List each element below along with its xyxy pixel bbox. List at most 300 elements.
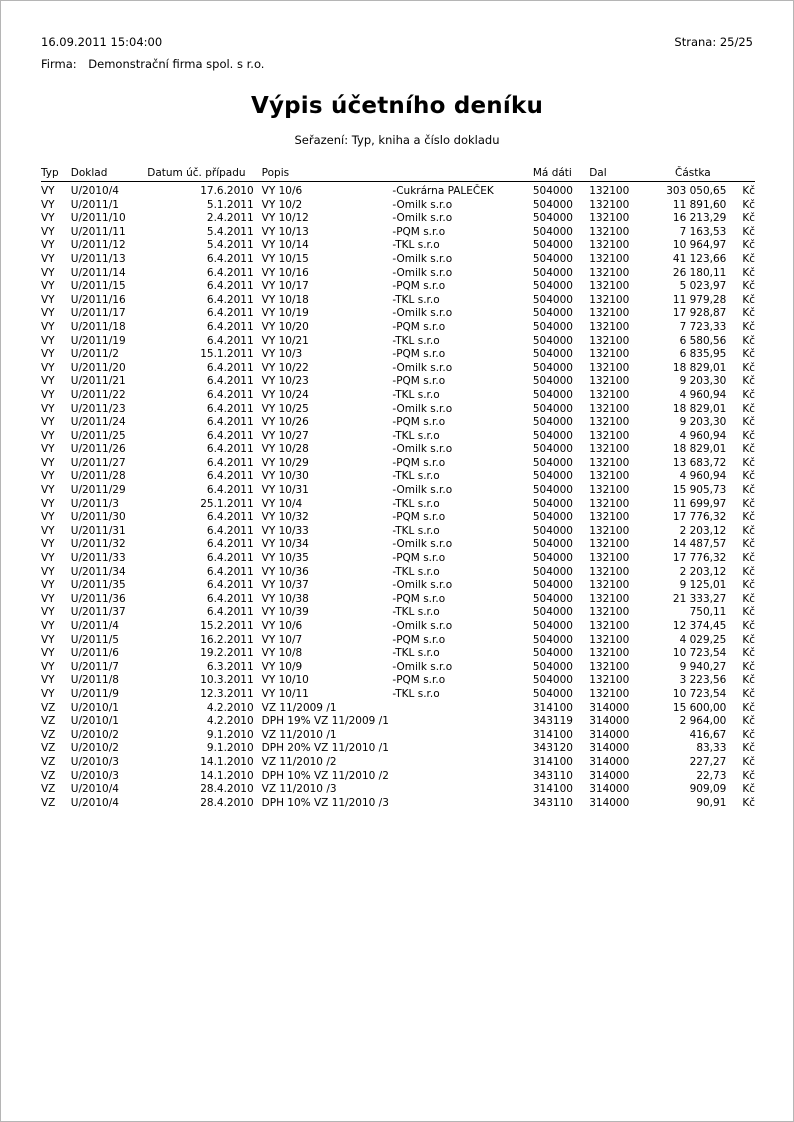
cell-popis: VY 10/27 [261, 429, 309, 442]
column-header-dal: Dal [589, 167, 653, 182]
cell-typ: VY [41, 456, 55, 469]
cell-popis: VY 10/13 [261, 225, 309, 238]
cell-ma-dati: 504000 [532, 225, 573, 238]
cell-doklad: U/2011/6 [70, 647, 119, 660]
cell-castka: 7 163,53 [679, 225, 727, 238]
cell-ma-dati: 504000 [532, 266, 573, 279]
cell-doklad: U/2010/2 [70, 742, 119, 755]
cell-castka: 750,11 [689, 606, 727, 619]
cell-currency: Kč [742, 307, 755, 320]
cell-typ: VY [41, 293, 55, 306]
cell-castka: 22,73 [696, 769, 727, 782]
cell-castka: 10 964,97 [672, 239, 727, 252]
cell-datum: 15.2.2011 [200, 620, 254, 632]
cell-ma-dati: 504000 [532, 185, 573, 197]
cell-dal: 314000 [589, 728, 630, 741]
cell-popis-2: -TKL s.r.o [392, 470, 440, 483]
cell-ma-dati: 343110 [532, 769, 573, 782]
table-row [41, 321, 755, 335]
cell-doklad: U/2011/25 [70, 429, 126, 442]
cell-ma-dati: 504000 [532, 252, 573, 265]
cell-dal: 132100 [589, 552, 630, 565]
cell-popis-2 [392, 715, 532, 729]
cell-typ: VY [41, 280, 55, 293]
cell-datum: 6.4.2011 [206, 565, 254, 578]
cell-popis-2: -TKL s.r.o [392, 497, 440, 510]
print-datetime: 16.09.2011 15:04:00 [41, 35, 163, 49]
cell-currency: Kč [742, 701, 755, 714]
cell-datum: 6.4.2011 [206, 456, 254, 469]
cell-castka: 909,09 [689, 783, 727, 796]
cell-popis: DPH 10% VZ 11/2010 /3 [261, 796, 389, 809]
cell-ma-dati: 504000 [532, 565, 573, 578]
cell-doklad: U/2011/33 [70, 552, 126, 565]
cell-castka: 18 829,01 [672, 443, 727, 456]
cell-popis: VY 10/35 [261, 552, 309, 565]
cell-popis-2: -TKL s.r.o [392, 565, 440, 578]
cell-popis: VY 10/36 [261, 565, 309, 578]
table-row [41, 498, 755, 512]
table-row [41, 470, 755, 484]
cell-currency: Kč [742, 687, 755, 700]
cell-popis: VY 10/29 [261, 456, 309, 469]
cell-doklad: U/2010/1 [70, 715, 119, 728]
cell-popis: VZ 11/2010 /3 [261, 783, 337, 796]
cell-castka: 90,91 [696, 796, 727, 809]
cell-popis: VY 10/31 [261, 484, 309, 497]
table-row [41, 294, 755, 308]
table-row [41, 416, 755, 430]
cell-datum: 28.4.2010 [200, 783, 254, 796]
cell-datum: 15.1.2011 [200, 348, 254, 361]
cell-castka: 4 960,94 [679, 388, 727, 401]
table-row [41, 212, 755, 226]
table-row [41, 457, 755, 471]
cell-ma-dati: 504000 [532, 484, 573, 497]
cell-datum: 6.4.2011 [206, 293, 254, 306]
cell-dal: 314000 [589, 783, 630, 796]
cell-popis-2: -TKL s.r.o [392, 687, 440, 700]
cell-popis: VY 10/28 [261, 443, 309, 456]
cell-doklad: U/2011/23 [70, 402, 126, 415]
cell-datum: 6.4.2011 [206, 443, 254, 456]
cell-doklad: U/2011/13 [70, 252, 126, 265]
cell-currency: Kč [742, 185, 755, 197]
cell-currency: Kč [742, 375, 755, 388]
cell-popis: VY 10/37 [261, 579, 309, 592]
cell-doklad: U/2011/11 [70, 225, 126, 238]
table-row [41, 552, 755, 566]
table-row [41, 647, 755, 661]
cell-currency: Kč [742, 293, 755, 306]
cell-ma-dati: 504000 [532, 416, 573, 429]
cell-datum: 6.4.2011 [206, 388, 254, 401]
cell-castka: 18 829,01 [672, 361, 727, 374]
column-header-datum: Datum úč. případu [147, 167, 261, 182]
cell-castka: 18 829,01 [672, 402, 727, 415]
table-row [41, 280, 755, 294]
cell-currency: Kč [742, 443, 755, 456]
cell-popis: VY 10/22 [261, 361, 309, 374]
cell-ma-dati: 504000 [532, 687, 573, 700]
column-header-typ: Typ [41, 167, 71, 182]
cell-popis-2: -Omilk s.r.o [392, 620, 453, 632]
cell-popis: DPH 19% VZ 11/2009 /1 [261, 715, 389, 728]
cell-doklad: U/2011/22 [70, 388, 126, 401]
cell-popis: VY 10/32 [261, 511, 309, 524]
cell-doklad: U/2011/1 [70, 198, 119, 211]
table-row [41, 702, 755, 716]
cell-castka: 10 723,54 [672, 647, 727, 660]
table-row [41, 661, 755, 675]
table-row [41, 579, 755, 593]
cell-typ: VY [41, 565, 55, 578]
cell-currency: Kč [742, 456, 755, 469]
cell-castka: 12 374,45 [672, 620, 727, 632]
cell-popis-2: -Omilk s.r.o [392, 579, 453, 592]
cell-doklad: U/2010/3 [70, 769, 119, 782]
cell-typ: VY [41, 674, 55, 687]
cell-ma-dati: 504000 [532, 280, 573, 293]
cell-datum: 17.6.2010 [200, 185, 254, 197]
cell-popis-2: -PQM s.r.o [392, 348, 446, 361]
cell-popis-2: -TKL s.r.o [392, 239, 440, 252]
cell-currency: Kč [742, 402, 755, 415]
cell-castka: 4 029,25 [679, 633, 727, 646]
cell-castka: 14 487,57 [672, 538, 727, 551]
cell-typ: VY [41, 606, 55, 619]
cell-typ: VZ [41, 701, 56, 714]
cell-doklad: U/2011/30 [70, 511, 126, 524]
cell-ma-dati: 343119 [532, 715, 573, 728]
cell-popis-2 [392, 702, 532, 716]
cell-datum: 6.4.2011 [206, 402, 254, 415]
cell-datum: 6.4.2011 [206, 470, 254, 483]
cell-datum: 9.1.2010 [206, 728, 254, 741]
cell-popis-2: -Omilk s.r.o [392, 266, 453, 279]
cell-datum: 2.4.2011 [206, 212, 254, 225]
cell-popis: VY 10/12 [261, 212, 309, 225]
cell-dal: 132100 [589, 579, 630, 592]
cell-datum: 25.1.2011 [200, 497, 254, 510]
cell-popis-2: -Cukrárna PALEČEK [392, 185, 494, 197]
table-body [41, 182, 755, 811]
cell-popis-2: -Omilk s.r.o [392, 361, 453, 374]
cell-castka: 15 905,73 [672, 484, 727, 497]
cell-popis: VY 10/20 [261, 320, 309, 333]
cell-dal: 314000 [589, 769, 630, 782]
cell-currency: Kč [742, 225, 755, 238]
cell-typ: VY [41, 388, 55, 401]
cell-castka: 17 776,32 [672, 552, 727, 565]
cell-popis-2: -TKL s.r.o [392, 429, 440, 442]
cell-popis-2: -Omilk s.r.o [392, 212, 453, 225]
cell-typ: VY [41, 185, 55, 197]
cell-castka: 6 835,95 [679, 348, 727, 361]
cell-typ: VY [41, 620, 55, 632]
cell-popis-2: -PQM s.r.o [392, 225, 446, 238]
table-row [41, 253, 755, 267]
cell-popis-2 [392, 756, 532, 770]
cell-popis: VY 10/6 [261, 185, 303, 197]
cell-currency: Kč [742, 266, 755, 279]
cell-popis-2: -Omilk s.r.o [392, 660, 453, 673]
cell-typ: VY [41, 239, 55, 252]
cell-castka: 17 928,87 [672, 307, 727, 320]
cell-doklad: U/2010/1 [70, 701, 119, 714]
cell-currency: Kč [742, 728, 755, 741]
cell-ma-dati: 504000 [532, 402, 573, 415]
table-head [41, 167, 755, 182]
cell-doklad: U/2011/28 [70, 470, 126, 483]
cell-doklad: U/2011/34 [70, 565, 126, 578]
cell-typ: VY [41, 429, 55, 442]
cell-castka: 83,33 [696, 742, 727, 755]
cell-currency: Kč [742, 334, 755, 347]
cell-ma-dati: 504000 [532, 579, 573, 592]
cell-dal: 132100 [589, 252, 630, 265]
cell-ma-dati: 504000 [532, 606, 573, 619]
cell-datum: 6.4.2011 [206, 524, 254, 537]
cell-doklad: U/2011/8 [70, 674, 119, 687]
cell-castka: 9 125,01 [679, 579, 727, 592]
cell-dal: 132100 [589, 606, 630, 619]
cell-popis-2: -Omilk s.r.o [392, 402, 453, 415]
cell-doklad: U/2010/4 [70, 783, 119, 796]
firm-name: Demonstrační firma spol. s r.o. [88, 57, 265, 71]
cell-dal: 132100 [589, 647, 630, 660]
cell-currency: Kč [742, 484, 755, 497]
cell-castka: 6 580,56 [679, 334, 727, 347]
cell-castka: 2 203,12 [679, 524, 727, 537]
cell-typ: VY [41, 416, 55, 429]
cell-ma-dati: 314100 [532, 728, 573, 741]
cell-typ: VY [41, 212, 55, 225]
cell-typ: VZ [41, 769, 56, 782]
cell-datum: 6.4.2011 [206, 606, 254, 619]
table-row [41, 688, 755, 702]
cell-dal: 132100 [589, 416, 630, 429]
cell-typ: VY [41, 266, 55, 279]
cell-currency: Kč [742, 742, 755, 755]
cell-currency: Kč [742, 755, 755, 768]
column-header-ma-dati: Má dáti [533, 167, 589, 182]
cell-doklad: U/2011/36 [70, 592, 126, 605]
table-row [41, 593, 755, 607]
cell-typ: VY [41, 511, 55, 524]
cell-popis: VY 10/14 [261, 239, 309, 252]
cell-castka: 2 203,12 [679, 565, 727, 578]
cell-ma-dati: 504000 [532, 361, 573, 374]
cell-popis: VY 10/2 [261, 198, 303, 211]
page-number: Strana: 25/25 [674, 35, 753, 49]
table-row [41, 797, 755, 811]
cell-ma-dati: 504000 [532, 592, 573, 605]
cell-doklad: U/2011/24 [70, 416, 126, 429]
cell-doklad: U/2011/20 [70, 361, 126, 374]
cell-castka: 9 203,30 [679, 375, 727, 388]
page-title: Výpis účetního deníku [250, 93, 544, 119]
cell-ma-dati: 314100 [532, 783, 573, 796]
cell-doklad: U/2011/12 [70, 239, 126, 252]
cell-castka: 4 960,94 [679, 429, 727, 442]
cell-datum: 6.4.2011 [206, 511, 254, 524]
cell-doklad: U/2010/4 [70, 185, 119, 197]
cell-dal: 132100 [589, 565, 630, 578]
cell-popis: DPH 20% VZ 11/2010 /1 [261, 742, 389, 755]
table-row [41, 715, 755, 729]
cell-dal: 132100 [589, 293, 630, 306]
cell-ma-dati: 504000 [532, 239, 573, 252]
cell-typ: VY [41, 687, 55, 700]
cell-datum: 6.4.2011 [206, 579, 254, 592]
cell-doklad: U/2011/15 [70, 280, 126, 293]
cell-currency: Kč [742, 579, 755, 592]
cell-popis: VY 10/19 [261, 307, 309, 320]
cell-popis-2: -TKL s.r.o [392, 334, 440, 347]
cell-typ: VY [41, 579, 55, 592]
cell-datum: 16.2.2011 [200, 633, 254, 646]
cell-dal: 132100 [589, 388, 630, 401]
cell-castka: 11 699,97 [672, 497, 727, 510]
cell-ma-dati: 504000 [532, 320, 573, 333]
cell-popis: VY 10/24 [261, 388, 309, 401]
cell-popis: VY 10/4 [261, 497, 303, 510]
cell-ma-dati: 314100 [532, 755, 573, 768]
cell-datum: 28.4.2010 [200, 796, 254, 809]
cell-popis: VY 10/6 [261, 620, 303, 632]
cell-ma-dati: 504000 [532, 198, 573, 211]
cell-popis-2: -Omilk s.r.o [392, 307, 453, 320]
cell-doklad: U/2011/29 [70, 484, 126, 497]
cell-dal: 132100 [589, 484, 630, 497]
cell-dal: 132100 [589, 592, 630, 605]
cell-dal: 314000 [589, 742, 630, 755]
cell-dal: 132100 [589, 402, 630, 415]
cell-ma-dati: 504000 [532, 443, 573, 456]
cell-typ: VZ [41, 796, 56, 809]
cell-currency: Kč [742, 320, 755, 333]
cell-currency: Kč [742, 660, 755, 673]
cell-typ: VY [41, 470, 55, 483]
cell-datum: 6.4.2011 [206, 252, 254, 265]
cell-dal: 132100 [589, 456, 630, 469]
cell-popis-2 [392, 797, 532, 811]
report-header [41, 35, 753, 49]
cell-doklad: U/2010/4 [70, 796, 119, 809]
cell-castka: 227,27 [689, 755, 727, 768]
cell-dal: 132100 [589, 497, 630, 510]
cell-castka: 2 964,00 [679, 715, 727, 728]
table-row [41, 375, 755, 389]
cell-typ: VY [41, 552, 55, 565]
cell-ma-dati: 504000 [532, 470, 573, 483]
cell-ma-dati: 504000 [532, 660, 573, 673]
cell-ma-dati: 504000 [532, 538, 573, 551]
cell-ma-dati: 504000 [532, 429, 573, 442]
cell-popis-2: -PQM s.r.o [392, 592, 446, 605]
cell-castka: 41 123,66 [672, 252, 727, 265]
cell-popis-2: -PQM s.r.o [392, 280, 446, 293]
cell-castka: 3 223,56 [679, 674, 727, 687]
table-row [41, 267, 755, 281]
cell-typ: VY [41, 497, 55, 510]
cell-popis-2 [392, 770, 532, 784]
cell-dal: 132100 [589, 198, 630, 211]
table-row [41, 756, 755, 770]
cell-castka: 11 891,60 [672, 198, 727, 211]
cell-currency: Kč [742, 361, 755, 374]
cell-ma-dati: 504000 [532, 307, 573, 320]
column-header-doklad: Doklad [71, 167, 147, 182]
cell-dal: 132100 [589, 280, 630, 293]
table-row [41, 430, 755, 444]
table-row [41, 348, 755, 362]
cell-popis: VY 10/17 [261, 280, 309, 293]
cell-popis-2: -Omilk s.r.o [392, 484, 453, 497]
cell-popis-2: -TKL s.r.o [392, 606, 440, 619]
cell-datum: 14.1.2010 [200, 769, 254, 782]
cell-popis: VY 10/7 [261, 633, 303, 646]
table-row [41, 484, 755, 498]
cell-popis: VY 10/3 [261, 348, 303, 361]
cell-castka: 4 960,94 [679, 470, 727, 483]
cell-castka: 13 683,72 [672, 456, 727, 469]
cell-castka: 5 023,97 [679, 280, 727, 293]
cell-currency: Kč [742, 796, 755, 809]
cell-dal: 132100 [589, 334, 630, 347]
table-row [41, 620, 755, 634]
cell-castka: 11 979,28 [672, 293, 727, 306]
cell-popis-2 [392, 783, 532, 797]
cell-typ: VY [41, 375, 55, 388]
cell-popis: VY 10/18 [261, 293, 309, 306]
cell-doklad: U/2011/10 [70, 212, 126, 225]
table-row [41, 226, 755, 240]
cell-datum: 6.4.2011 [206, 266, 254, 279]
cell-ma-dati: 504000 [532, 674, 573, 687]
table-row [41, 511, 755, 525]
cell-popis-2: -TKL s.r.o [392, 647, 440, 660]
cell-doklad: U/2010/3 [70, 755, 119, 768]
cell-dal: 132100 [589, 348, 630, 361]
table-row [41, 634, 755, 648]
cell-castka: 303 050,65 [666, 185, 727, 197]
cell-currency: Kč [742, 783, 755, 796]
firm-label: Firma: [41, 57, 77, 71]
cell-dal: 132100 [589, 361, 630, 374]
cell-typ: VY [41, 252, 55, 265]
cell-dal: 132100 [589, 470, 630, 483]
cell-currency: Kč [742, 212, 755, 225]
cell-dal: 132100 [589, 375, 630, 388]
cell-typ: VY [41, 402, 55, 415]
cell-doklad: U/2011/14 [70, 266, 126, 279]
cell-doklad: U/2011/37 [70, 606, 126, 619]
cell-popis-2 [392, 729, 532, 743]
table-row [41, 729, 755, 743]
cell-typ: VY [41, 348, 55, 361]
cell-currency: Kč [742, 280, 755, 293]
firm-line [41, 57, 753, 71]
table-row [41, 362, 755, 376]
cell-popis: VY 10/8 [261, 647, 303, 660]
cell-popis: VY 10/26 [261, 416, 309, 429]
cell-castka: 21 333,27 [672, 592, 727, 605]
cell-popis-2: -TKL s.r.o [392, 388, 440, 401]
cell-dal: 132100 [589, 674, 630, 687]
cell-typ: VY [41, 307, 55, 320]
